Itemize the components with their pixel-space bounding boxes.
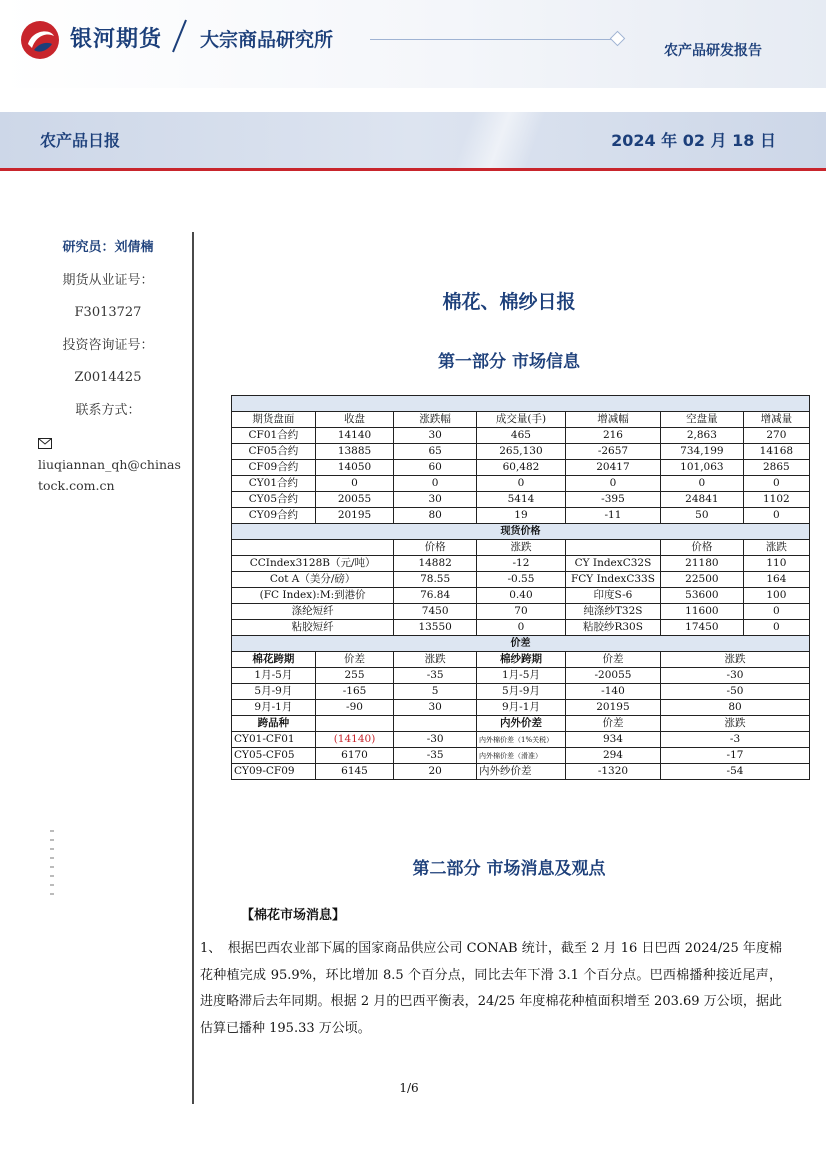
- column-header: 涨跌: [661, 652, 810, 668]
- table-cell: CY05-CF05: [232, 748, 316, 764]
- futures-row: [232, 508, 810, 524]
- table-cell: -12: [477, 556, 566, 572]
- cross-row: [232, 764, 810, 780]
- table-cell: CY05合约: [232, 492, 316, 508]
- table-cell: 1月-5月: [477, 668, 566, 684]
- email-part1: liuqiannan_qh@chinas: [38, 457, 181, 472]
- spot-price-label: 现货价格: [232, 524, 810, 540]
- table-cell: 0: [565, 476, 660, 492]
- table-cell: -140: [565, 684, 660, 700]
- column-header: 涨跌幅: [394, 412, 477, 428]
- table-cell: 13550: [394, 620, 477, 636]
- section-title-news: 第二部分 市场消息及观点: [412, 859, 606, 879]
- table-cell: 22500: [661, 572, 744, 588]
- table-cell: 2,863: [661, 428, 744, 444]
- table-cell: 20417: [565, 460, 660, 476]
- table-cell: 78.55: [394, 572, 477, 588]
- spread-label: 价差: [232, 636, 810, 652]
- table-cell: 0: [661, 476, 744, 492]
- table-cell: 13885: [315, 444, 394, 460]
- table-cell: -30: [394, 732, 477, 748]
- table-cell: 255: [315, 668, 394, 684]
- red-divider: [0, 168, 826, 171]
- table-cell: 5: [394, 684, 477, 700]
- license-label: 期货从业证号：: [62, 272, 154, 288]
- table-cell: 14050: [315, 460, 394, 476]
- table-cell: 0: [743, 620, 809, 636]
- table-cell: 465: [477, 428, 566, 444]
- table-cell: 294: [565, 748, 660, 764]
- daily-label: 农产品日报: [40, 131, 121, 150]
- table-cell: 0: [477, 476, 566, 492]
- table-cell: 14140: [315, 428, 394, 444]
- spot-row: [232, 588, 810, 604]
- column-header: 增减量: [743, 412, 809, 428]
- table-cell: 0: [394, 476, 477, 492]
- table-cell: 50: [661, 508, 744, 524]
- column-header: 内外价差: [477, 716, 566, 732]
- news-paragraph: 1、 根据巴西农业部下属的国家商品供应公司 CONAB 统计，截至 2 月 16 日巴西 2024/25 年度棉花种植完成 95.9%，环比增加 8.5 个百分点，同比去年下滑 3.1 个百分点。巴西棉播种接近尾声，进度略滞后去年同期。根据 2 月的巴西平衡表，24/25 年度棉花种植面积增至 203.69 万公顷，据此估算已播种 195.33 万公顷。: [200, 941, 782, 1036]
- spot-row: [232, 572, 810, 588]
- table-cell: 0: [315, 476, 394, 492]
- spread-header-row: [232, 652, 810, 668]
- market-table: [231, 395, 810, 780]
- table-cell: CY09-CF09: [232, 764, 316, 780]
- column-header: 价差: [315, 652, 394, 668]
- brand-name: 银河期货: [70, 27, 163, 52]
- table-cell: CF09合约: [232, 460, 316, 476]
- table-cell: 60,482: [477, 460, 566, 476]
- column-header: 收盘: [315, 412, 394, 428]
- table-cell: 印度S-6: [565, 588, 660, 604]
- table-cell: 65: [394, 444, 477, 460]
- table-cell: 30: [394, 492, 477, 508]
- table-cell: (FC Index):M:到港价: [232, 588, 394, 604]
- table-cell: 110: [743, 556, 809, 572]
- news-heading: 【棉花市场消息】: [241, 908, 346, 923]
- institute-name: 大宗商品研究所: [200, 29, 334, 51]
- table-cell: 20195: [565, 700, 660, 716]
- table-cell: 14882: [394, 556, 477, 572]
- table-cell: 0: [743, 476, 809, 492]
- table-cell: CY09合约: [232, 508, 316, 524]
- table-cell: 30: [394, 428, 477, 444]
- table-cell: 2865: [743, 460, 809, 476]
- consult-label: 投资咨询证号：: [62, 337, 154, 353]
- table-cell: 265,130: [477, 444, 566, 460]
- table-cell: -165: [315, 684, 394, 700]
- table-cell: 0: [477, 620, 566, 636]
- spread-row: [232, 668, 810, 684]
- spot-band-row: [232, 524, 810, 540]
- consult-number: Z0014425: [74, 370, 142, 385]
- table-cell: 24841: [661, 492, 744, 508]
- table-cell: 纯涤纱T32S: [565, 604, 660, 620]
- section-title-market-info: 第一部分 市场信息: [438, 352, 580, 372]
- spot-row: [232, 604, 810, 620]
- table-cell: 内外棉价差（滑准）: [477, 748, 566, 764]
- table-cell: -17: [661, 748, 810, 764]
- table-cell: CCIndex3128B（元/吨）: [232, 556, 394, 572]
- table-cell: 100: [743, 588, 809, 604]
- column-header: 期货盘面: [232, 412, 316, 428]
- column-header: 成交量(手): [477, 412, 566, 428]
- sub-header-accent: [420, 112, 580, 168]
- header-rule: [370, 39, 612, 40]
- table-cell: 内外棉价差（1%关税）: [477, 732, 566, 748]
- table-cell: (14140): [315, 732, 394, 748]
- table-cell: -11: [565, 508, 660, 524]
- email-part2: tock.com.cn: [38, 478, 115, 493]
- table-cell: [394, 716, 477, 732]
- table-cell: 1102: [743, 492, 809, 508]
- column-header: 增减幅: [565, 412, 660, 428]
- column-header: 涨跌: [477, 540, 566, 556]
- table-cell: 80: [661, 700, 810, 716]
- table-cell: 17450: [661, 620, 744, 636]
- column-header: 跨品种: [232, 716, 316, 732]
- table-cell: 9月-1月: [477, 700, 566, 716]
- table-cell: 934: [565, 732, 660, 748]
- table-cell: 734,199: [661, 444, 744, 460]
- page-number: 1/6: [399, 1081, 419, 1095]
- table-cell: [565, 540, 660, 556]
- divider-slash: [170, 18, 188, 54]
- column-header: 价格: [661, 540, 744, 556]
- table-cell: 粘胶短纤: [232, 620, 394, 636]
- cross-row: [232, 748, 810, 764]
- column-header: 价差: [565, 716, 660, 732]
- envelope-icon: [38, 438, 52, 449]
- column-header: 价格: [394, 540, 477, 556]
- table-cell: CY IndexC32S: [565, 556, 660, 572]
- table-cell: 涤纶短纤: [232, 604, 394, 620]
- spot-row: [232, 556, 810, 572]
- table-band-cell: [232, 396, 810, 412]
- table-cell: 101,063: [661, 460, 744, 476]
- table-cell: 216: [565, 428, 660, 444]
- researcher-name: 研究员：刘倩楠: [62, 240, 154, 255]
- table-cell: [315, 716, 394, 732]
- table-cell: 164: [743, 572, 809, 588]
- table-cell: -54: [661, 764, 810, 780]
- report-title: 棉花、棉纱日报: [442, 291, 576, 313]
- table-cell: -3: [661, 732, 810, 748]
- galaxy-futures-logo: [20, 20, 60, 60]
- table-cell: 53600: [661, 588, 744, 604]
- table-cell: CY01合约: [232, 476, 316, 492]
- table-cell: CF05合约: [232, 444, 316, 460]
- column-header: 涨跌: [743, 540, 809, 556]
- table-cell: 70: [477, 604, 566, 620]
- table-cell: -395: [565, 492, 660, 508]
- table-cell: 14168: [743, 444, 809, 460]
- spread-row: [232, 700, 810, 716]
- table-cell: -1320: [565, 764, 660, 780]
- table-cell: 6145: [315, 764, 394, 780]
- table-cell: 21180: [661, 556, 744, 572]
- table-cell: Cot A（美分/磅）: [232, 572, 394, 588]
- table-cell: 0: [743, 508, 809, 524]
- author-sidebar: [28, 232, 188, 496]
- table-cell: 80: [394, 508, 477, 524]
- table-cell: 60: [394, 460, 477, 476]
- futures-row: [232, 460, 810, 476]
- table-cell: 11600: [661, 604, 744, 620]
- spread-band-row: [232, 636, 810, 652]
- column-header: 涨跌: [394, 652, 477, 668]
- spread-row: [232, 684, 810, 700]
- cross-row: [232, 732, 810, 748]
- table-cell: 20: [394, 764, 477, 780]
- table-cell: -20055: [565, 668, 660, 684]
- contact-email[interactable]: [28, 433, 188, 496]
- table-cell: -35: [394, 748, 477, 764]
- table-cell: 5414: [477, 492, 566, 508]
- futures-row: [232, 476, 810, 492]
- table-cell: 19: [477, 508, 566, 524]
- table-cell: -90: [315, 700, 394, 716]
- decorative-dots: [50, 830, 54, 900]
- table-cell: 30: [394, 700, 477, 716]
- column-header: 棉纱跨期: [477, 652, 566, 668]
- column-header: 棉花跨期: [232, 652, 316, 668]
- table-cell: 5月-9月: [232, 684, 316, 700]
- futures-row: [232, 492, 810, 508]
- futures-row: [232, 444, 810, 460]
- table-cell: CF01合约: [232, 428, 316, 444]
- column-header: 涨跌: [661, 716, 810, 732]
- table-cell: [232, 540, 394, 556]
- column-header: 价差: [565, 652, 660, 668]
- cross-header-row: [232, 716, 810, 732]
- table-cell: 内外纱价差: [477, 764, 566, 780]
- license-number: F3013727: [74, 305, 142, 320]
- table-cell: CY01-CF01: [232, 732, 316, 748]
- table-band: [232, 396, 810, 412]
- table-cell: 6170: [315, 748, 394, 764]
- table-cell: FCY IndexC33S: [565, 572, 660, 588]
- futures-row: [232, 428, 810, 444]
- futures-header-row: [232, 412, 810, 428]
- table-cell: 20055: [315, 492, 394, 508]
- table-cell: 粘胶纱R30S: [565, 620, 660, 636]
- table-cell: -30: [661, 668, 810, 684]
- table-cell: -2657: [565, 444, 660, 460]
- table-cell: -0.55: [477, 572, 566, 588]
- report-date: 2024 年 02 月 18 日: [611, 131, 776, 150]
- report-type: 农产品研发报告: [664, 43, 762, 59]
- table-cell: 7450: [394, 604, 477, 620]
- table-cell: 270: [743, 428, 809, 444]
- table-cell: 76.84: [394, 588, 477, 604]
- table-cell: -35: [394, 668, 477, 684]
- table-cell: 1月-5月: [232, 668, 316, 684]
- table-cell: 0: [743, 604, 809, 620]
- table-cell: -50: [661, 684, 810, 700]
- contact-label: 联系方式：: [75, 402, 141, 418]
- spot-header-row: [232, 540, 810, 556]
- table-cell: 20195: [315, 508, 394, 524]
- table-cell: 0.40: [477, 588, 566, 604]
- spot-row: [232, 620, 810, 636]
- table-cell: 5月-9月: [477, 684, 566, 700]
- table-cell: 9月-1月: [232, 700, 316, 716]
- column-header: 空盘量: [661, 412, 744, 428]
